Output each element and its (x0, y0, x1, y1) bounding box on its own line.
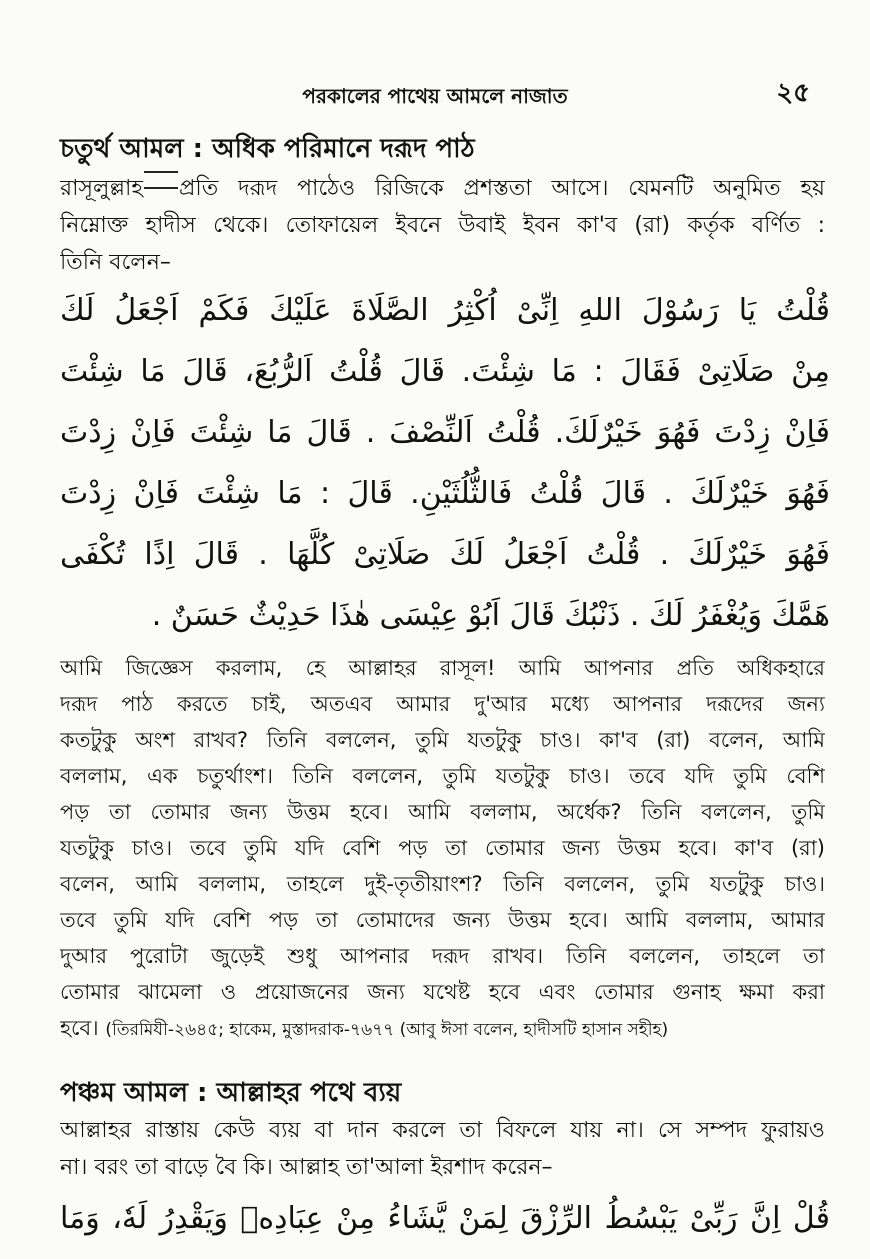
page-number: ২৫ (776, 78, 810, 108)
section-4-intro (60, 170, 825, 281)
intro-text: প্রতি দরূদ পাঠেও রিজিকে প্রশস্ততা আসে। যেমনটি অনুমিত হয় (179, 176, 825, 201)
arabic-line: قُلْ اِنَّ رَبِّىْ يَبْسُطُ الرِّزْقَ لِمَنْ يَّشَاءُ مِنْ عِبَادِهٖ وَيَقْدِرُ لَهٗ، وَمَا (60, 1201, 830, 1236)
arabic-verse-block (60, 1188, 830, 1249)
translation-line: বললাম, এক চতুর্থাংশ। তিনি বললেন, তুমি যতটুকু চাও। তবে যদি তুমি বেশি (60, 764, 825, 788)
translation-line: তোমার ঝামেলা ও প্রয়োজনের জন্য যথেষ্ট হবে এবং তোমার গুনাহ ক্ষমা করা (60, 980, 825, 1004)
translation-text: হবে। (60, 1016, 99, 1040)
translation-paragraph (60, 650, 825, 1046)
intro-line: আল্লাহর রাস্তায় কেউ ব্যয় বা দান করলে তা বিফলে যায় না। সে সম্পদ ফুরায়ও (60, 1118, 825, 1143)
running-title: পরকালের পাথেয় আমলে নাজাত (302, 84, 568, 108)
arabic-line: فَهُوَ خَيْرٌلَكَ . قُلْتُ اَجْعَلُ لَكَ صَلَاتِىْ كُلَّهَا . قَالَ اِذًا تُكْفَى (60, 537, 830, 572)
translation-line: পড় তা তোমার জন্য উত্তম হবে। আমি বললাম, অর্ধেক? তিনি বললেন, তুমি (60, 800, 825, 824)
translation-line: দরূদ পাঠ করতে চাই, অতএব আমার দু'আর মধ্যে আপনার দরূদের জন্য (60, 692, 825, 716)
arabic-line: هَمَّكَ وَيُغْفَرُ لَكَ . ذَنْبُكَ قَالَ اَبُوْ عِيْسَى هٰذَا حَدِيْثٌ حَسَنٌ . (151, 598, 830, 633)
section-4-heading: চতুর্থ আমল : অধিক পরিমানে দরূদ পাঠ (60, 134, 475, 164)
translation-line: তবে তুমি যদি বেশি পড় তা তোমাদের জন্য উত্তম হবে। আমি বললাম, আমার (60, 908, 825, 932)
intro-line (60, 170, 825, 207)
hadith-reference: (তিরমিযী-২৬৪৫; হাকেম, মুস্তাদরাক-৭৬৭৭ (আবু ঈসা বলেন, হাদীসটি হাসান সহীহ) (105, 1020, 669, 1040)
section-5-intro (60, 1112, 825, 1186)
arabic-line: فَهُوَ خَيْرٌلَكَ . قَالَ قُلْتُ فَالثُّلُثَيْنِ. قَالَ : مَا شِئْتَ فَاِنْ زِدْتَ (60, 476, 830, 511)
translation-line: যতটুকু চাও। তবে তুমি যদি বেশি পড় তা তোমার জন্য উত্তম হবে। কা'ব (রা) (60, 836, 825, 860)
translation-line: আমি জিজ্ঞেস করলাম, হে আল্লাহর রাসূল! আমি আপনার প্রতি অধিকহারে (60, 656, 825, 680)
arabic-hadith-block (60, 280, 830, 646)
intro-line: তিনি বলেন– (60, 250, 171, 275)
intro-line: না। বরং তা বাড়ে বৈ কি। আল্লাহ তা'আলা ইরশাদ করেন– (60, 1155, 553, 1180)
section-5-heading: পঞ্চম আমল : আল্লাহর পথে ব্যয় (60, 1078, 402, 1108)
translation-line: দুআর পুরোটা জুড়েই শুধু আপনার দরূদ রাখব। তিনি বললেন, তাহলে তা (60, 944, 825, 968)
translation-line: কতটুকু অংশ রাখব? তিনি বললেন, তুমি যতটুকু চাও। কা'ব (রা) বলেন, আমি (60, 728, 825, 752)
arabic-line: قُلْتُ يَا رَسُوْلَ اللهِ اِنِّىْ اُكْثِرُ الصَّلَاةَ عَلَيْكَ فَكَمْ اَجْعَلُ لَكَ (60, 293, 830, 328)
arabic-line: فَاِنْ زِدْتَ فَهُوَ خَيْرٌلَكَ. قُلْتُ اَلنِّصْفَ . قَالَ مَا شِئْتَ فَاِنْ زِدْتَ (60, 415, 830, 450)
translation-line (60, 1010, 825, 1046)
intro-line: নিম্নোক্ত হাদীস থেকে। তোফায়েল ইবনে উবাই ইবন কা'ব (রা) কর্তৃক বর্ণিত : (60, 213, 825, 238)
arabic-line: مِنْ صَلَاتِىْ فَقَالَ : مَا شِئْتَ. قَالَ قُلْتُ اَلرُّبُعَ، قَالَ مَا شِئْتَ (60, 354, 830, 389)
intro-text: রাসূলুল্লাহ (60, 176, 143, 201)
translation-line: বলেন, আমি বললাম, তাহলে দুই-তৃতীয়াংশ? তিনি বললেন, তুমি যতটুকু চাও। (60, 872, 825, 896)
salawat-symbol-icon (144, 171, 178, 189)
